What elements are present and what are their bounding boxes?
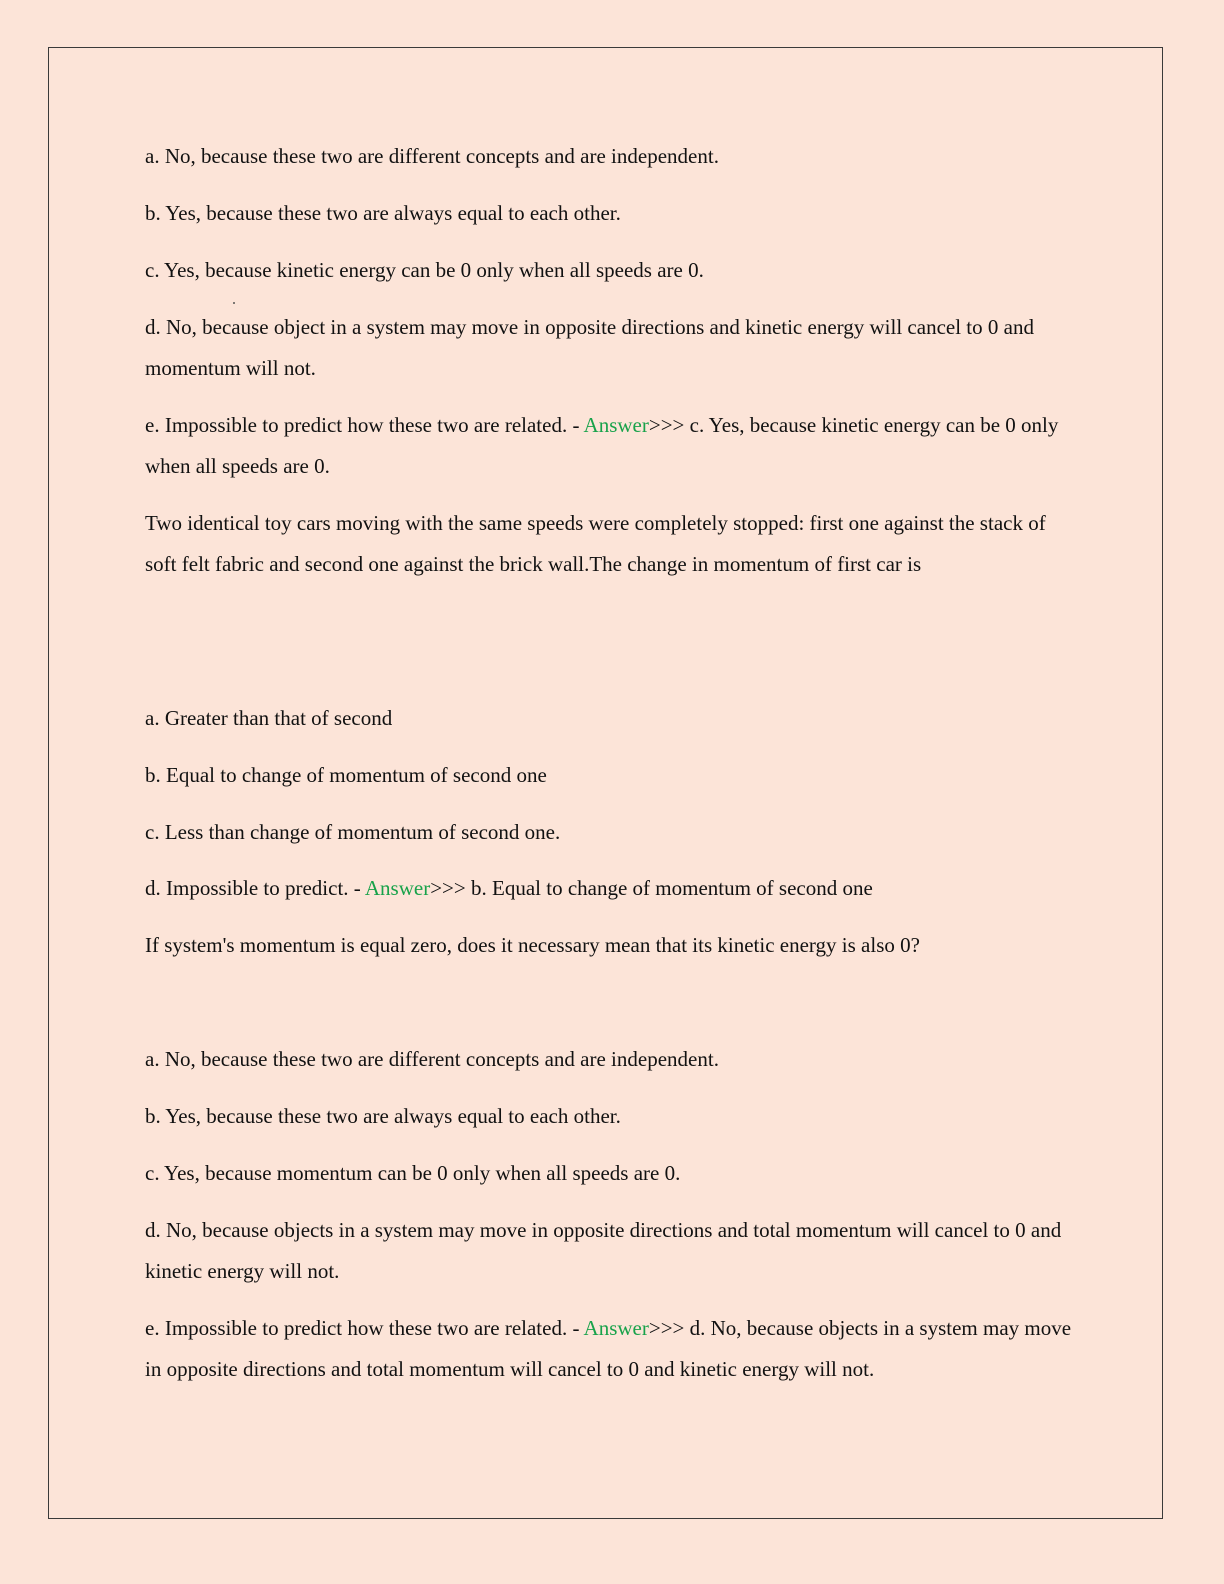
- block1-option-d: d. No, because object in a system may move in opposite directions and kinetic energy will cancel to 0 and momentum will not.: [145, 315, 1034, 380]
- question3-option-e-answer: >>> d. No, because objects in a system may move in opposite directions and total momentum will cancel to 0 and kinetic energy will not.: [145, 1316, 1072, 1381]
- question2-option-d: [145, 868, 1080, 909]
- question2-option-b: b. Equal to change of momentum of second one: [145, 763, 547, 787]
- block1-option-e-prefix: e. Impossible to predict how these two are related. -: [145, 413, 584, 437]
- question3-option-d: d. No, because objects in a system may move in opposite directions and total momentum will cancel to 0 and kinetic energy will not.: [145, 1218, 1062, 1283]
- block1-option-e-answer: >>> c. Yes, because kinetic energy can be 0 only when all speeds are 0.: [145, 413, 1059, 478]
- answer-label: Answer: [583, 1316, 649, 1340]
- question2-option-a: a. Greater than that of second: [145, 706, 393, 730]
- answer-label: Answer: [583, 413, 649, 437]
- block1-option-c: c. Yes, because kinetic energy can be 0 only when all speeds are 0.: [145, 258, 704, 282]
- block1-option-b: b. Yes, because these two are always equal to each other.: [145, 201, 621, 225]
- question3-text: If system's momentum is equal zero, does it necessary mean that its kinetic energy is also 0?: [145, 933, 920, 957]
- question3-option-c: c. Yes, because momentum can be 0 only when all speeds are 0.: [145, 1161, 681, 1185]
- question3-option-a: a. No, because these two are different concepts and are independent.: [145, 1047, 719, 1071]
- question2-option-d-answer: >>> b. Equal to change of momentum of second one: [430, 876, 873, 900]
- answer-label: Answer: [364, 876, 431, 900]
- question3-option-b: b. Yes, because these two are always equal to each other.: [145, 1104, 621, 1128]
- question3-option-e: [145, 1308, 1080, 1390]
- block1-option-a: a. No, because these two are different concepts and are independent.: [145, 144, 719, 168]
- block1-option-e: [145, 405, 1080, 487]
- question3-option-e-prefix: e. Impossible to predict how these two are related. -: [145, 1316, 584, 1340]
- stray-mark: [233, 302, 235, 304]
- question2-option-d-prefix: d. Impossible to predict. -: [145, 876, 365, 900]
- question2-text: Two identical toy cars moving with the same speeds were completely stopped: first one against the stack of soft felt fabric and second one against the brick wall.The change in momentum of first car is: [145, 511, 1046, 576]
- question2-option-c: c. Less than change of momentum of second one.: [145, 820, 561, 844]
